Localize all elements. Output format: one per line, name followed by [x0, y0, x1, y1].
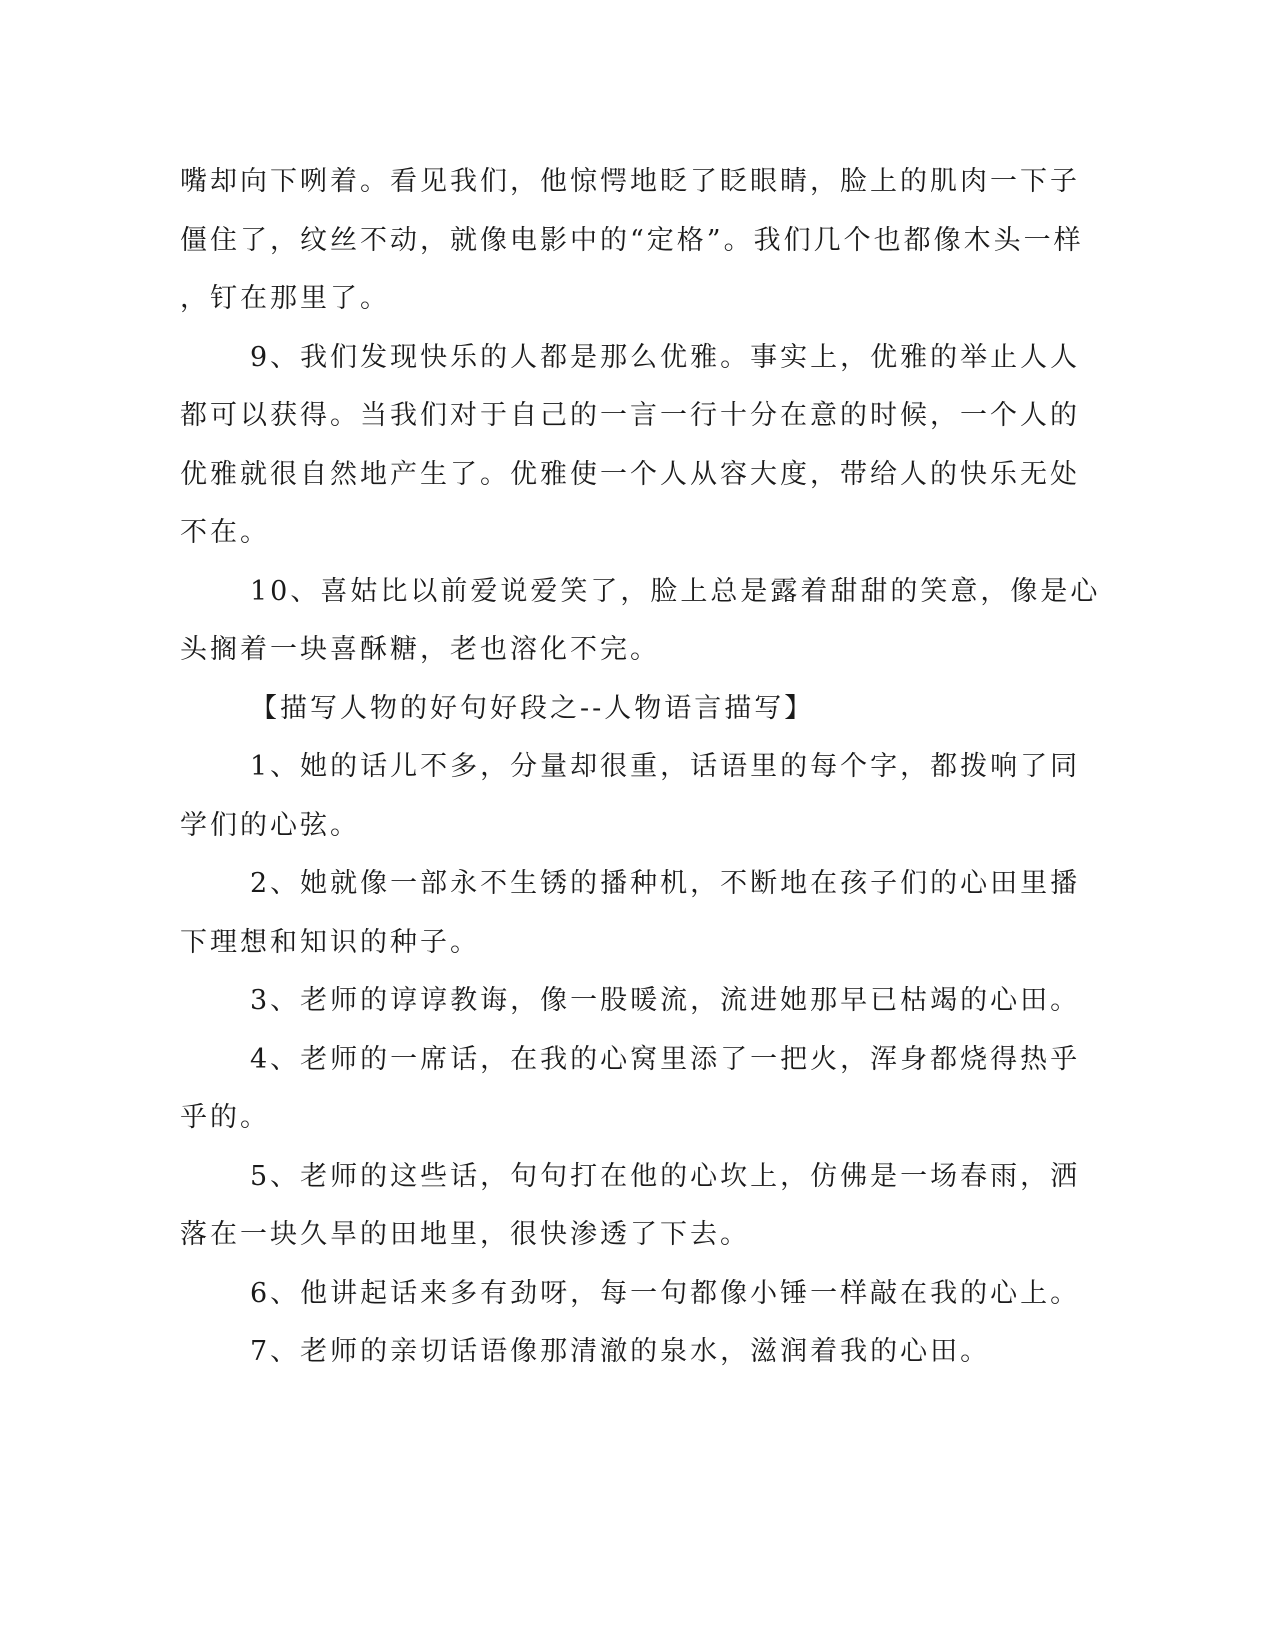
- text-line: 4、老师的一席话，在我的心窝里添了一把火，浑身都烧得热乎: [250, 1043, 1081, 1075]
- text-line: 9、我们发现快乐的人都是那么优雅。事实上，优雅的举止人人: [250, 341, 1081, 373]
- text-line: 都可以获得。当我们对于自己的一言一行十分在意的时候，一个人的: [180, 400, 1080, 431]
- section-heading-text: 【描写人物的好句好段之--人物语言描写】: [250, 692, 815, 724]
- text-line: 6、他讲起话来多有劲呀，每一句都像小锤一样敲在我的心上。: [250, 1277, 1081, 1309]
- paragraph-item-7: [180, 1323, 1030, 1382]
- text-line: 头搁着一块喜酥糖，老也溶化不完。: [180, 634, 660, 665]
- text-line: 不在。: [180, 517, 270, 548]
- text-line: 2、她就像一部永不生锈的播种机，不断地在孩子们的心田里播: [250, 868, 1081, 899]
- paragraph-item-10: [180, 563, 1101, 680]
- document-body: [180, 153, 1101, 1382]
- text-line: 落在一块久旱的田地里，很快渗透了下去。: [180, 1219, 750, 1250]
- paragraph-continuation: [180, 153, 1084, 329]
- paragraph-item-1: [180, 738, 1081, 855]
- paragraph-item-3: [180, 972, 1081, 1031]
- paragraph-item-2: [180, 855, 1081, 972]
- text-line: 5、老师的这些话，句句打在他的心坎上，仿佛是一场春雨，洒: [250, 1160, 1081, 1192]
- text-line: 3、老师的谆谆教诲，像一股暖流，流进她那早已枯竭的心田。: [250, 985, 1081, 1016]
- text-line: 优雅就很自然地产生了。优雅使一个人从容大度，带给人的快乐无处: [180, 458, 1080, 490]
- paragraph-item-4: [180, 1031, 1081, 1148]
- text-line: 僵住了，纹丝不动，就像电影中的“定格”。我们几个也都像木头一样: [180, 224, 1084, 256]
- paragraph-item-5: [180, 1148, 1081, 1265]
- text-line: 学们的心弦。: [180, 809, 360, 841]
- text-line: ，钉在那里了。: [180, 283, 390, 314]
- text-line: 7、老师的亲切话语像那清澈的泉水，滋润着我的心田。: [250, 1336, 991, 1367]
- text-line: 嘴却向下咧着。看见我们，他惊愕地眨了眨眼睛，脸上的肌肉一下子: [180, 166, 1080, 197]
- paragraph-item-9: [180, 329, 1081, 563]
- text-line: 乎的。: [180, 1102, 270, 1133]
- section-heading: [180, 680, 1030, 739]
- paragraph-item-6: [180, 1265, 1081, 1324]
- text-line: 下理想和知识的种子。: [180, 926, 480, 958]
- text-line: 1、她的话儿不多，分量却很重，话语里的每个字，都拨响了同: [250, 751, 1081, 782]
- text-line: 10、喜姑比以前爱说爱笑了，脸上总是露着甜甜的笑意，像是心: [250, 575, 1101, 607]
